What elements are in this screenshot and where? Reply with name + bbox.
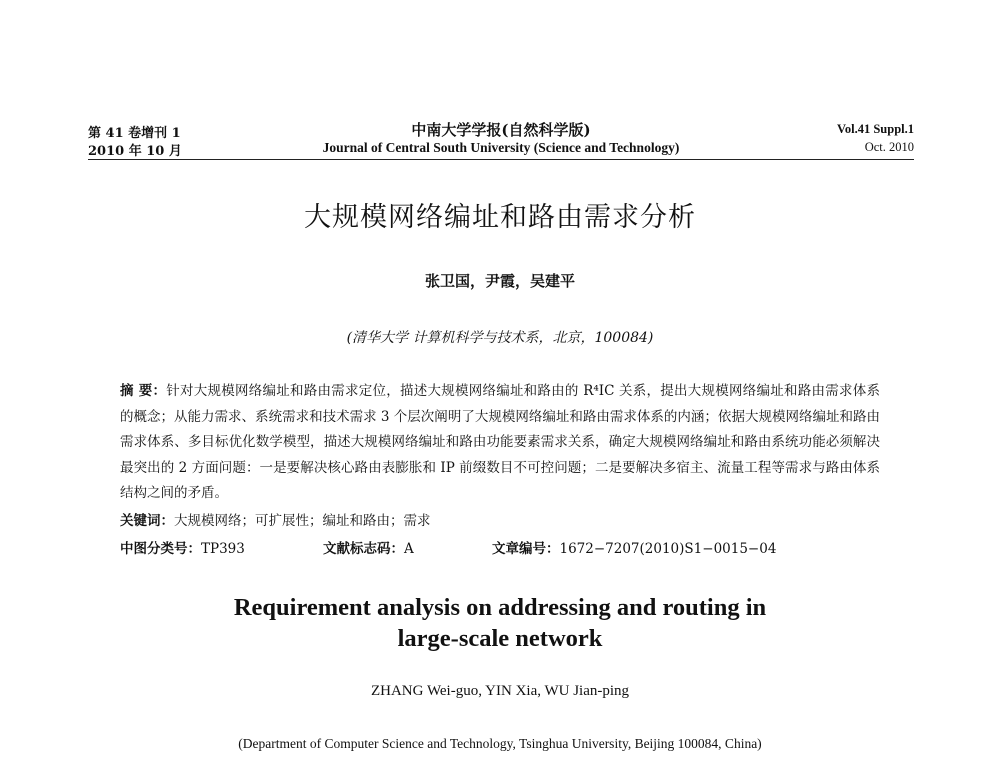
article-number-field xyxy=(492,537,776,557)
authors-cn: 张卫国，尹霞，吴建平 xyxy=(424,272,575,290)
paper-title-en-line2: large-scale network xyxy=(397,625,603,652)
abstract-cn xyxy=(120,379,880,507)
volume-en: Vol.41 Suppl.1 xyxy=(836,122,914,136)
abstract-label: 摘 要： xyxy=(120,383,167,399)
publication-date-cn: 2010 年 10 月 xyxy=(88,144,182,159)
journal-name-en: Journal of Central South University (Science and Technology) xyxy=(322,140,680,155)
paper-title-en xyxy=(0,592,1000,654)
affiliation-en: (Department of Computer Science and Technology, Tsinghua University, Beijing 100084, China) xyxy=(238,736,762,751)
paper-title-cn: 大规模网络编址和路由需求分析 xyxy=(304,202,696,233)
doc-code-label: 文献标志码： xyxy=(323,541,404,557)
journal-header xyxy=(88,118,914,160)
doc-code-value: A xyxy=(404,541,414,557)
article-number-value: 1672−7207(2010)S1−0015−04 xyxy=(559,541,777,557)
keywords-text: 大规模网络；可扩展性；编址和路由；需求 xyxy=(174,513,431,529)
clc-field xyxy=(120,537,245,557)
journal-name-cn: 中南大学学报(自然科学版) xyxy=(411,121,591,139)
clc-value: TP393 xyxy=(201,541,245,557)
volume-issue: 第 41 卷增刊 1 xyxy=(88,126,181,141)
abstract-text: 针对大规模网络编址和路由需求定位，描述大规模网络编址和路由的 R⁴IC 关系，提出大规模网络编址和路由需求体系的概念；从能力需求、系统需求和技术需求 3 个层次阐明了大规模网络编址和路由需求体系的内涵；依据大规模网络编址和路由需求体系、多目标优化数学模型，描述大规模网络编址和路由功能要素需求关系，确定大规模网络编址和路由系统功能必须解决最突出的 2 方面问题：一是要解决核心路由表膨胀和 IP 前缀数目不可控问题；二是要解决多宿主、流量工程等需求与路由体系结构之间的矛盾。 xyxy=(120,383,880,501)
article-number-label: 文章编号： xyxy=(492,541,560,557)
keywords-cn xyxy=(120,509,431,529)
clc-label: 中图分类号： xyxy=(120,541,201,557)
affiliation-cn: (清华大学 计算机科学与技术系，北京，100084) xyxy=(346,330,654,346)
keywords-label: 关键词： xyxy=(120,513,174,529)
paper-title-en-line1: Requirement analysis on addressing and routing in xyxy=(233,594,767,621)
doc-code-field xyxy=(323,537,414,557)
classification-line xyxy=(120,537,880,559)
publication-date-en: Oct. 2010 xyxy=(864,140,914,154)
header-rule xyxy=(88,159,914,160)
authors-en: ZHANG Wei-guo, YIN Xia, WU Jian-ping xyxy=(370,683,630,699)
